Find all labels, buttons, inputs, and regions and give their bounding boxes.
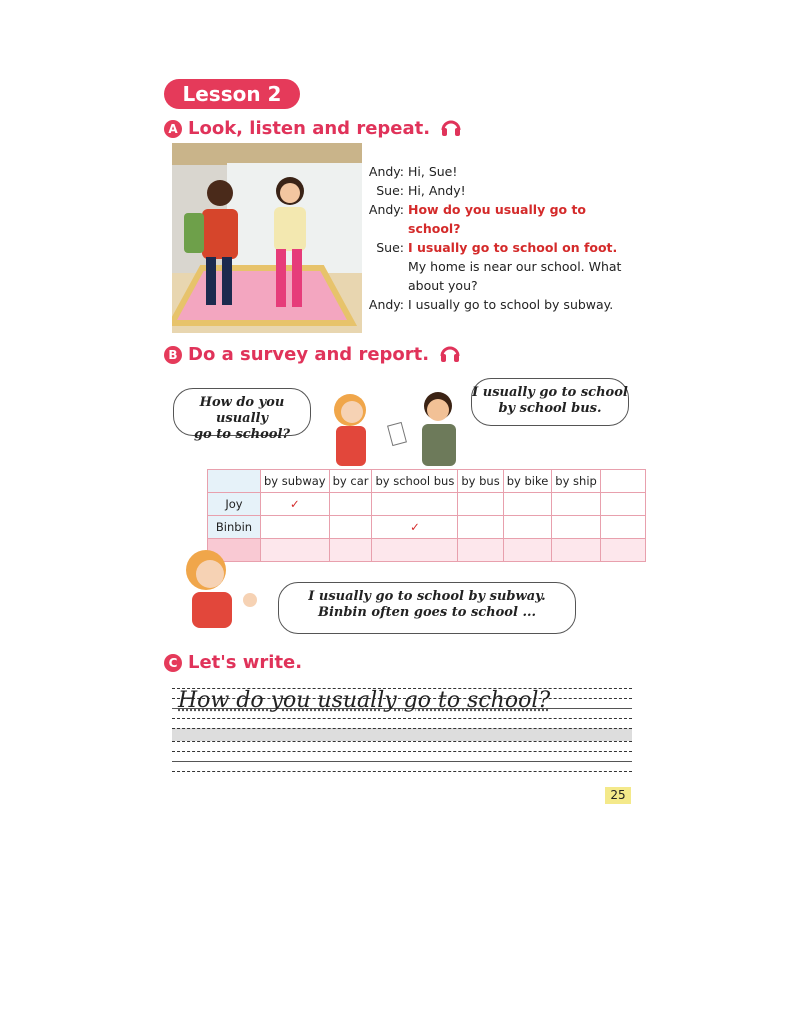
table-cell	[329, 493, 372, 516]
row-label: Joy	[208, 493, 261, 516]
dialogue-illustration	[172, 143, 362, 333]
table-row	[208, 493, 646, 516]
line-text: Hi, Andy!	[408, 183, 466, 198]
line-text: How do you usually go to school?	[408, 202, 587, 236]
speaker: Sue:	[376, 183, 404, 198]
column-header	[600, 470, 645, 493]
bubble-line: Binbin often goes to school ...	[317, 605, 537, 620]
table-cell	[503, 539, 552, 562]
speaker	[362, 276, 404, 295]
speaker: Andy:	[368, 297, 404, 312]
section-b-letter: B	[164, 346, 182, 364]
column-header: by ship	[552, 470, 601, 493]
report-girl-illustration	[176, 540, 271, 630]
speaker: Sue:	[376, 240, 404, 255]
table-cell: ✓	[261, 493, 330, 516]
bubble-line: go to school?	[193, 427, 291, 442]
guide-line	[172, 718, 632, 728]
table-cell	[503, 516, 552, 539]
bubble-line: I usually go to school	[472, 385, 628, 400]
table-cell	[600, 539, 645, 562]
table-cell	[458, 516, 503, 539]
table-cell: ✓	[372, 516, 458, 539]
guide-line	[172, 751, 632, 761]
line-text: about you?	[408, 278, 478, 293]
dialogue-line	[362, 238, 642, 257]
dialogue-line	[362, 181, 642, 200]
line-text: I usually go to school on foot.	[408, 240, 618, 255]
table-cell	[552, 493, 601, 516]
table-cell	[552, 516, 601, 539]
headphones-icon	[439, 343, 461, 368]
speaker: Andy:	[368, 202, 404, 217]
table-corner	[208, 470, 261, 493]
column-header: by school bus	[372, 470, 458, 493]
bubble-line: How do you usually	[199, 395, 285, 426]
table-header-row	[208, 470, 646, 493]
speaker	[362, 257, 404, 276]
guide-line	[172, 728, 632, 741]
page-number: 25	[605, 787, 631, 804]
guide-line	[172, 741, 632, 751]
column-header: by car	[329, 470, 372, 493]
table-cell	[458, 493, 503, 516]
section-c-title: Let's write.	[188, 652, 303, 673]
dialogue-line	[362, 276, 642, 295]
table-cell	[329, 516, 372, 539]
survey-illustration	[318, 380, 478, 470]
table-cell	[372, 539, 458, 562]
line-text: Hi, Sue!	[408, 164, 458, 179]
table-row	[208, 539, 646, 562]
speaker: Andy:	[368, 164, 404, 179]
column-header: by bike	[503, 470, 552, 493]
lesson-title: Lesson 2	[164, 79, 300, 109]
table-cell	[503, 493, 552, 516]
table-cell	[458, 539, 503, 562]
bubble-line: by school bus.	[498, 401, 602, 416]
table-cell	[372, 493, 458, 516]
section-b-heading	[164, 343, 461, 368]
answer-bubble	[471, 378, 629, 426]
section-c-heading	[164, 652, 302, 673]
row-label: Binbin	[208, 516, 261, 539]
dialogue-line	[362, 200, 642, 238]
dialogue-line	[362, 295, 642, 314]
dialogue-line	[362, 162, 642, 181]
guide-line	[172, 771, 632, 781]
section-a-title: Look, listen and repeat.	[188, 118, 431, 139]
dialogue	[362, 162, 642, 314]
question-bubble	[173, 388, 311, 442]
section-c-letter: C	[164, 654, 182, 672]
bubble-line: I usually go to school by subway.	[308, 589, 546, 604]
section-a-letter: A	[164, 120, 182, 138]
headphones-icon	[440, 117, 462, 142]
dialogue-line	[362, 257, 642, 276]
report-bubble	[278, 582, 576, 634]
section-b-title: Do a survey and report.	[188, 344, 430, 365]
section-a-heading	[164, 117, 462, 142]
survey-table	[207, 469, 646, 562]
guide-line	[172, 761, 632, 771]
table-cell	[600, 516, 645, 539]
table-cell	[552, 539, 601, 562]
column-header: by bus	[458, 470, 503, 493]
line-text: My home is near our school. What	[408, 259, 622, 274]
table-row	[208, 516, 646, 539]
table-cell	[261, 516, 330, 539]
handwriting-sample: How do you usually go to school?	[178, 688, 551, 713]
line-text: I usually go to school by subway.	[408, 297, 614, 312]
column-header: by subway	[261, 470, 330, 493]
table-cell	[600, 493, 645, 516]
table-cell	[329, 539, 372, 562]
